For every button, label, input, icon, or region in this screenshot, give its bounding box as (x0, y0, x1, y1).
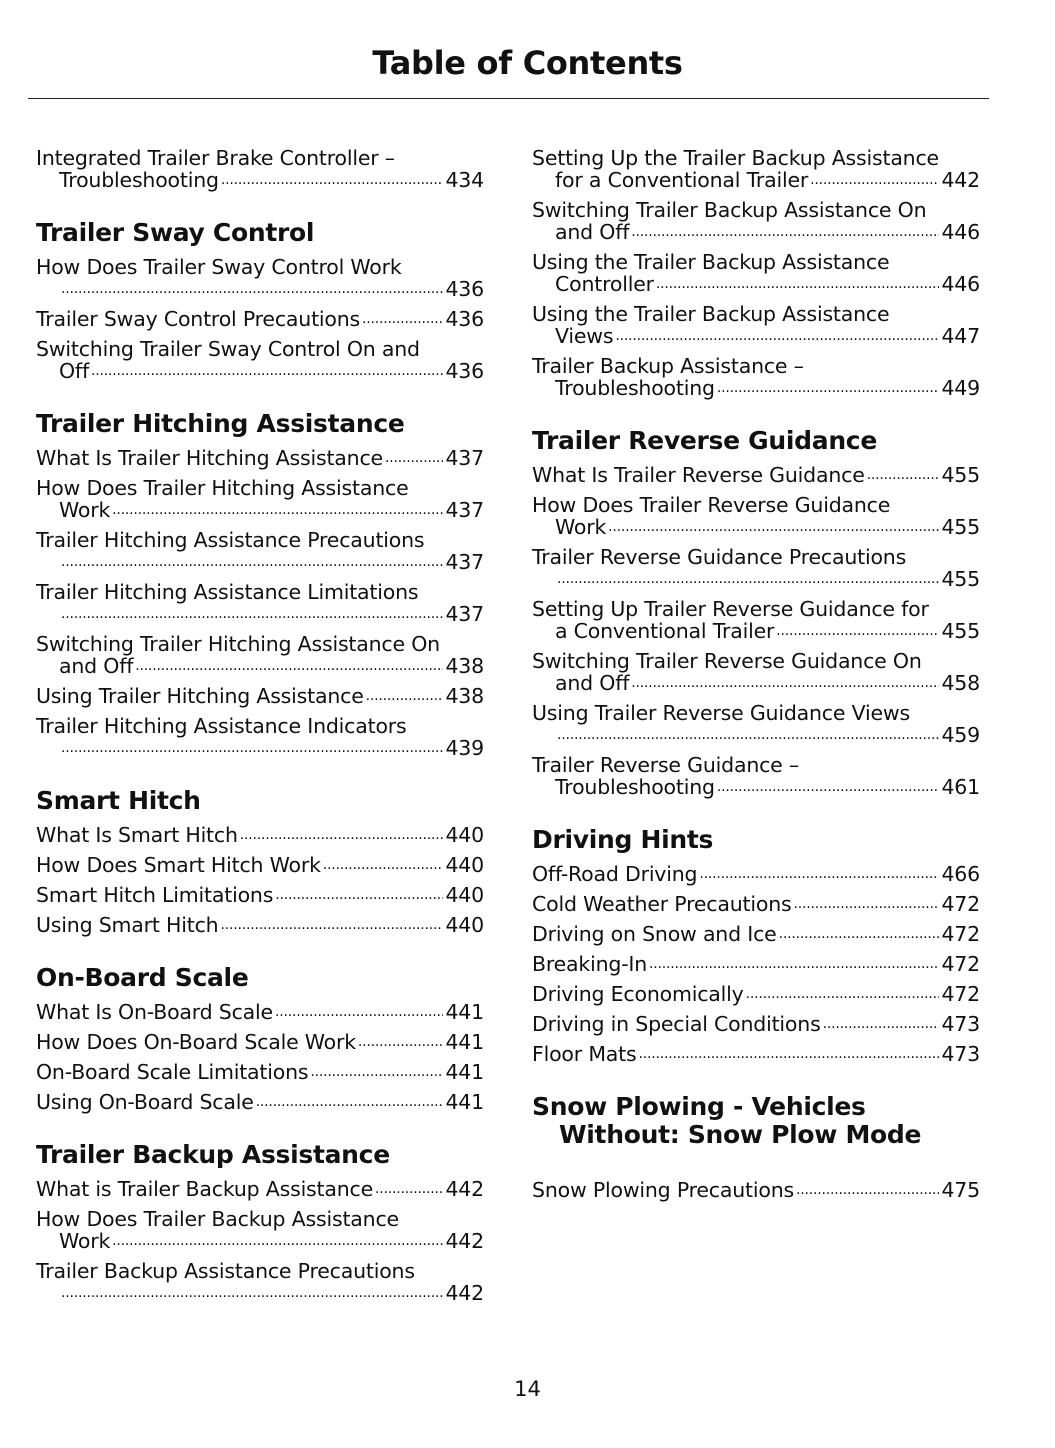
dot-leader (112, 499, 443, 521)
toc-entry[interactable] (532, 199, 980, 243)
dot-leader (810, 169, 939, 191)
toc-entry-title: Trailer Hitching Assistance Indicators (36, 714, 407, 738)
toc-entry-leader-row (532, 1043, 980, 1065)
dot-leader (823, 1013, 940, 1035)
toc-page-number: 475 (941, 1178, 980, 1202)
toc-entry[interactable] (532, 1013, 980, 1035)
toc-entry-leader-row (532, 516, 980, 538)
toc-entry-title-cont: Snow Plowing Precautions (532, 1178, 794, 1202)
toc-entry-leader-row (36, 551, 484, 573)
toc-entry[interactable] (532, 754, 980, 798)
toc-entry-title-cont: and Off (59, 654, 134, 678)
toc-entry-title-cont: and Off (555, 671, 630, 695)
toc-page-number: 437 (445, 550, 484, 574)
section-heading-text: Driving Hints (532, 825, 714, 854)
toc-entry-leader-row (36, 603, 484, 625)
section-heading (36, 787, 484, 815)
toc-entry-title-cont: Troubleshooting (555, 775, 715, 799)
toc-entry-title: Switching Trailer Backup Assistance On (532, 198, 927, 222)
section-heading-text: Trailer Reverse Guidance (532, 426, 877, 455)
toc-entry-leader-row (36, 1091, 484, 1113)
dot-leader (112, 1230, 443, 1252)
toc-page-number: 437 (445, 602, 484, 626)
dot-leader (557, 724, 939, 746)
toc-page-number: 473 (941, 1012, 980, 1036)
toc-entry-title: Trailer Hitching Assistance Limitations (36, 580, 419, 604)
dot-leader (275, 884, 443, 906)
toc-page-number: 436 (445, 359, 484, 383)
toc-entry[interactable] (532, 464, 980, 486)
dot-leader (358, 1031, 444, 1053)
dot-leader (656, 273, 940, 295)
toc-page-number: 440 (445, 913, 484, 937)
section-heading (532, 1093, 980, 1149)
toc-entry-leader-row (36, 360, 484, 382)
dot-leader (717, 377, 940, 399)
toc-page-number: 441 (445, 1000, 484, 1024)
toc-entry[interactable] (36, 914, 484, 936)
toc-entry-title: Trailer Backup Assistance Precautions (36, 1259, 415, 1283)
toc-entry[interactable] (36, 147, 484, 191)
toc-entry-title-cont: Work (59, 1229, 111, 1253)
dot-leader (793, 893, 939, 915)
toc-page-number: 440 (445, 883, 484, 907)
toc-page-number: 441 (445, 1060, 484, 1084)
toc-right-column (532, 147, 980, 1209)
dot-leader (776, 620, 939, 642)
toc-entry-title-cont: What is Trailer Backup Assistance (36, 1177, 374, 1201)
section-heading (36, 219, 484, 247)
toc-entry[interactable] (532, 650, 980, 694)
toc-entry[interactable] (36, 1260, 484, 1304)
toc-entry-title: Integrated Trailer Brake Controller – (36, 146, 395, 170)
toc-entry-title: Trailer Reverse Guidance Precautions (532, 545, 907, 569)
dot-leader (135, 655, 443, 677)
toc-entry-title-cont: Breaking-In (532, 952, 648, 976)
toc-entry[interactable] (36, 338, 484, 382)
dot-leader (649, 953, 939, 975)
toc-entry-title: Using the Trailer Backup Assistance (532, 302, 890, 326)
dot-leader (699, 863, 939, 885)
dot-leader (867, 464, 940, 486)
toc-entry-title-cont: On-Board Scale Limitations (36, 1060, 309, 1084)
toc-entry-title: Switching Trailer Sway Control On and (36, 337, 420, 361)
toc-entry-leader-row (36, 308, 484, 330)
toc-entry-title-cont: What Is Trailer Reverse Guidance (532, 463, 865, 487)
toc-entry-title-cont: Cold Weather Precautions (532, 892, 792, 916)
toc-page-number: 437 (445, 446, 484, 470)
toc-entry-leader-row (532, 1179, 980, 1201)
toc-entry-leader-row (36, 854, 484, 876)
toc-entry[interactable] (36, 1061, 484, 1083)
section-heading-text: On-Board Scale (36, 963, 249, 992)
toc-entry-title: Setting Up the Trailer Backup Assistance (532, 146, 939, 170)
toc-entry-leader-row (532, 776, 980, 798)
toc-page-number: 461 (941, 775, 980, 799)
toc-entry-leader-row (36, 1282, 484, 1304)
toc-page-number: 455 (941, 515, 980, 539)
toc-entry-leader-row (532, 169, 980, 191)
toc-entry-leader-row (532, 672, 980, 694)
toc-entry-leader-row (36, 499, 484, 521)
toc-entry-title-cont: Trailer Sway Control Precautions (36, 307, 361, 331)
toc-entry[interactable] (36, 1091, 484, 1113)
toc-entry-title-cont: Using Trailer Hitching Assistance (36, 684, 364, 708)
dot-leader (323, 854, 444, 876)
toc-entry[interactable] (36, 581, 484, 625)
toc-entry[interactable] (532, 147, 980, 191)
toc-entry-title: How Does Trailer Hitching Assistance (36, 476, 409, 500)
dot-leader (615, 325, 939, 347)
toc-page-number: 437 (445, 498, 484, 522)
toc-entry-title-cont: Off-Road Driving (532, 862, 698, 886)
toc-entry-leader-row (36, 655, 484, 677)
toc-entry[interactable] (532, 1043, 980, 1065)
dot-leader (240, 824, 444, 846)
toc-entry-title-cont: Driving on Snow and Ice (532, 922, 777, 946)
toc-page-number: 472 (941, 952, 980, 976)
toc-entry-title: How Does Trailer Reverse Guidance (532, 493, 891, 517)
toc-page-number: 455 (941, 567, 980, 591)
toc-entry-leader-row (36, 1031, 484, 1053)
toc-entry[interactable] (36, 824, 484, 846)
section-heading-text: Smart Hitch (36, 786, 201, 815)
toc-entry-leader-row (532, 724, 980, 746)
toc-entry-title-cont: Troubleshooting (555, 376, 715, 400)
toc-entry-leader-row (532, 221, 980, 243)
toc-entry-leader-row (532, 953, 980, 975)
toc-entry-leader-row (36, 884, 484, 906)
toc-entry-title-cont: What Is Smart Hitch (36, 823, 238, 847)
toc-entry-title-cont: Floor Mats (532, 1042, 637, 1066)
toc-left-column (36, 147, 484, 1312)
dot-leader (362, 308, 443, 330)
toc-entry-leader-row (532, 863, 980, 885)
toc-entry[interactable] (36, 884, 484, 906)
dot-leader (220, 914, 443, 936)
toc-entry-leader-row (36, 278, 484, 300)
toc-entry[interactable] (36, 477, 484, 521)
dot-leader (717, 776, 940, 798)
toc-entry-leader-row (532, 893, 980, 915)
toc-page-number: 438 (445, 684, 484, 708)
toc-entry-leader-row (36, 685, 484, 707)
toc-entry-leader-row (36, 1061, 484, 1083)
toc-page-number: 473 (941, 1042, 980, 1066)
toc-entry-title-cont: and Off (555, 220, 630, 244)
toc-entry-title-cont: Controller (555, 272, 654, 296)
toc-entry-title-cont: Driving in Special Conditions (532, 1012, 821, 1036)
toc-entry-leader-row (532, 620, 980, 642)
dot-leader (796, 1179, 939, 1201)
dot-leader (631, 221, 939, 243)
toc-entry-title-cont: Driving Economically (532, 982, 744, 1006)
toc-entry-leader-row (36, 737, 484, 759)
toc-page-number: 446 (941, 220, 980, 244)
toc-entry[interactable] (532, 355, 980, 399)
toc-entry-title: Using Trailer Reverse Guidance Views (532, 701, 910, 725)
section-heading (36, 964, 484, 992)
toc-entry-leader-row (36, 169, 484, 191)
toc-entry[interactable] (532, 494, 980, 538)
toc-entry[interactable] (36, 256, 484, 300)
toc-entry-leader-row (532, 464, 980, 486)
toc-entry-title: Setting Up Trailer Reverse Guidance for (532, 597, 929, 621)
toc-entry[interactable] (36, 1031, 484, 1053)
toc-entry-title: Trailer Backup Assistance – (532, 354, 804, 378)
dot-leader (638, 1043, 939, 1065)
toc-entry-leader-row (532, 325, 980, 347)
toc-page-number: 440 (445, 853, 484, 877)
toc-entry-title: Trailer Hitching Assistance Precautions (36, 528, 425, 552)
toc-page-number: 438 (445, 654, 484, 678)
dot-leader (61, 278, 443, 300)
dot-leader (608, 516, 939, 538)
dot-leader (61, 603, 443, 625)
toc-entry-leader-row (532, 983, 980, 1005)
toc-entry[interactable] (532, 303, 980, 347)
toc-page-number: 436 (445, 307, 484, 331)
toc-entry[interactable] (36, 854, 484, 876)
toc-entry[interactable] (36, 1178, 484, 1200)
toc-entry-title: Switching Trailer Hitching Assistance On (36, 632, 440, 656)
toc-entry-leader-row (36, 1178, 484, 1200)
toc-entry-leader-row (36, 824, 484, 846)
toc-page-number: 434 (445, 168, 484, 192)
toc-entry[interactable] (36, 529, 484, 573)
toc-page-number: 455 (941, 463, 980, 487)
toc-entry-leader-row (532, 923, 980, 945)
section-heading (532, 826, 980, 854)
dot-leader (61, 737, 443, 759)
toc-entry-leader-row (532, 568, 980, 590)
section-heading-text: Trailer Backup Assistance (36, 1140, 390, 1169)
toc-page-number: 436 (445, 277, 484, 301)
toc-page-number: 447 (941, 324, 980, 348)
toc-entry[interactable] (532, 1179, 980, 1201)
toc-entry[interactable] (532, 863, 980, 885)
toc-entry[interactable] (532, 923, 980, 945)
toc-entry[interactable] (532, 953, 980, 975)
toc-entry-title-cont: Work (59, 498, 111, 522)
toc-page-number: 441 (445, 1030, 484, 1054)
toc-page-number: 442 (445, 1177, 484, 1201)
toc-page-number: 459 (941, 723, 980, 747)
toc-entry-leader-row (36, 914, 484, 936)
toc-entry[interactable] (36, 447, 484, 469)
toc-entry-title-cont: Using On-Board Scale (36, 1090, 254, 1114)
page-number: 14 (514, 1377, 541, 1401)
toc-entry[interactable] (36, 1001, 484, 1023)
toc-page-number: 472 (941, 922, 980, 946)
toc-entry-leader-row (532, 1013, 980, 1035)
toc-page-number: 440 (445, 823, 484, 847)
toc-entry-title-cont: Off (59, 359, 89, 383)
toc-entry-title-cont: How Does Smart Hitch Work (36, 853, 321, 877)
dot-leader (631, 672, 939, 694)
dot-leader (375, 1178, 443, 1200)
section-heading-text: Snow Plowing - Vehicles (532, 1092, 866, 1121)
toc-page-number: 442 (445, 1281, 484, 1305)
toc-entry-title-cont: How Does On-Board Scale Work (36, 1030, 356, 1054)
toc-entry-title: How Does Trailer Backup Assistance (36, 1207, 399, 1231)
section-heading (36, 410, 484, 438)
toc-page-number: 472 (941, 892, 980, 916)
dot-leader (221, 169, 444, 191)
toc-entry-leader-row (532, 273, 980, 295)
toc-entry-title-cont: Using Smart Hitch (36, 913, 219, 937)
toc-entry-leader-row (36, 1001, 484, 1023)
title-divider (28, 98, 989, 99)
toc-entry-title: Trailer Reverse Guidance – (532, 753, 799, 777)
toc-entry-title-cont: What Is Trailer Hitching Assistance (36, 446, 383, 470)
section-heading (532, 427, 980, 455)
toc-entry-title-cont: Troubleshooting (59, 168, 219, 192)
toc-page-number: 446 (941, 272, 980, 296)
toc-entry-title-cont: Smart Hitch Limitations (36, 883, 274, 907)
dot-leader (61, 551, 443, 573)
toc-entry-title-cont: What Is On-Board Scale (36, 1000, 273, 1024)
toc-entry-title-cont: a Conventional Trailer (555, 619, 775, 643)
dot-leader (310, 1061, 443, 1083)
toc-entry[interactable] (36, 308, 484, 330)
toc-entry[interactable] (532, 546, 980, 590)
toc-page-number: 472 (941, 982, 980, 1006)
toc-entry[interactable] (36, 715, 484, 759)
toc-page-number: 442 (445, 1229, 484, 1253)
toc-entry[interactable] (532, 702, 980, 746)
toc-entry-title: Using the Trailer Backup Assistance (532, 250, 890, 274)
section-heading-text-cont: Without: Snow Plow Mode (559, 1120, 922, 1149)
toc-page-number: 466 (941, 862, 980, 886)
section-heading-text: Trailer Hitching Assistance (36, 409, 405, 438)
toc-page-number: 439 (445, 736, 484, 760)
dot-leader (779, 923, 940, 945)
toc-entry[interactable] (532, 983, 980, 1005)
dot-leader (275, 1001, 444, 1023)
toc-entry-leader-row (36, 447, 484, 469)
toc-entry-title-cont: for a Conventional Trailer (555, 168, 809, 192)
dot-leader (557, 568, 939, 590)
toc-page-number: 455 (941, 619, 980, 643)
toc-entry-title-cont: Work (555, 515, 607, 539)
dot-leader (746, 983, 940, 1005)
toc-entry[interactable] (532, 893, 980, 915)
toc-entry-leader-row (532, 377, 980, 399)
toc-entry-leader-row (36, 1230, 484, 1252)
toc-entry[interactable] (532, 598, 980, 642)
toc-entry[interactable] (36, 1208, 484, 1252)
toc-entry-title-cont: Views (555, 324, 614, 348)
dot-leader (385, 447, 444, 469)
dot-leader (366, 685, 444, 707)
toc-page-number: 449 (941, 376, 980, 400)
toc-entry-title: Switching Trailer Reverse Guidance On (532, 649, 922, 673)
section-heading-text: Trailer Sway Control (36, 218, 315, 247)
section-heading (36, 1141, 484, 1169)
toc-entry[interactable] (532, 251, 980, 295)
toc-entry-title: How Does Trailer Sway Control Work (36, 255, 402, 279)
dot-leader (91, 360, 443, 382)
toc-page-number: 442 (941, 168, 980, 192)
toc-entry[interactable] (36, 685, 484, 707)
toc-page-number: 458 (941, 671, 980, 695)
toc-entry[interactable] (36, 633, 484, 677)
toc-page-number: 441 (445, 1090, 484, 1114)
page-title: Table of Contents (372, 44, 683, 82)
dot-leader (256, 1091, 444, 1113)
dot-leader (61, 1282, 443, 1304)
